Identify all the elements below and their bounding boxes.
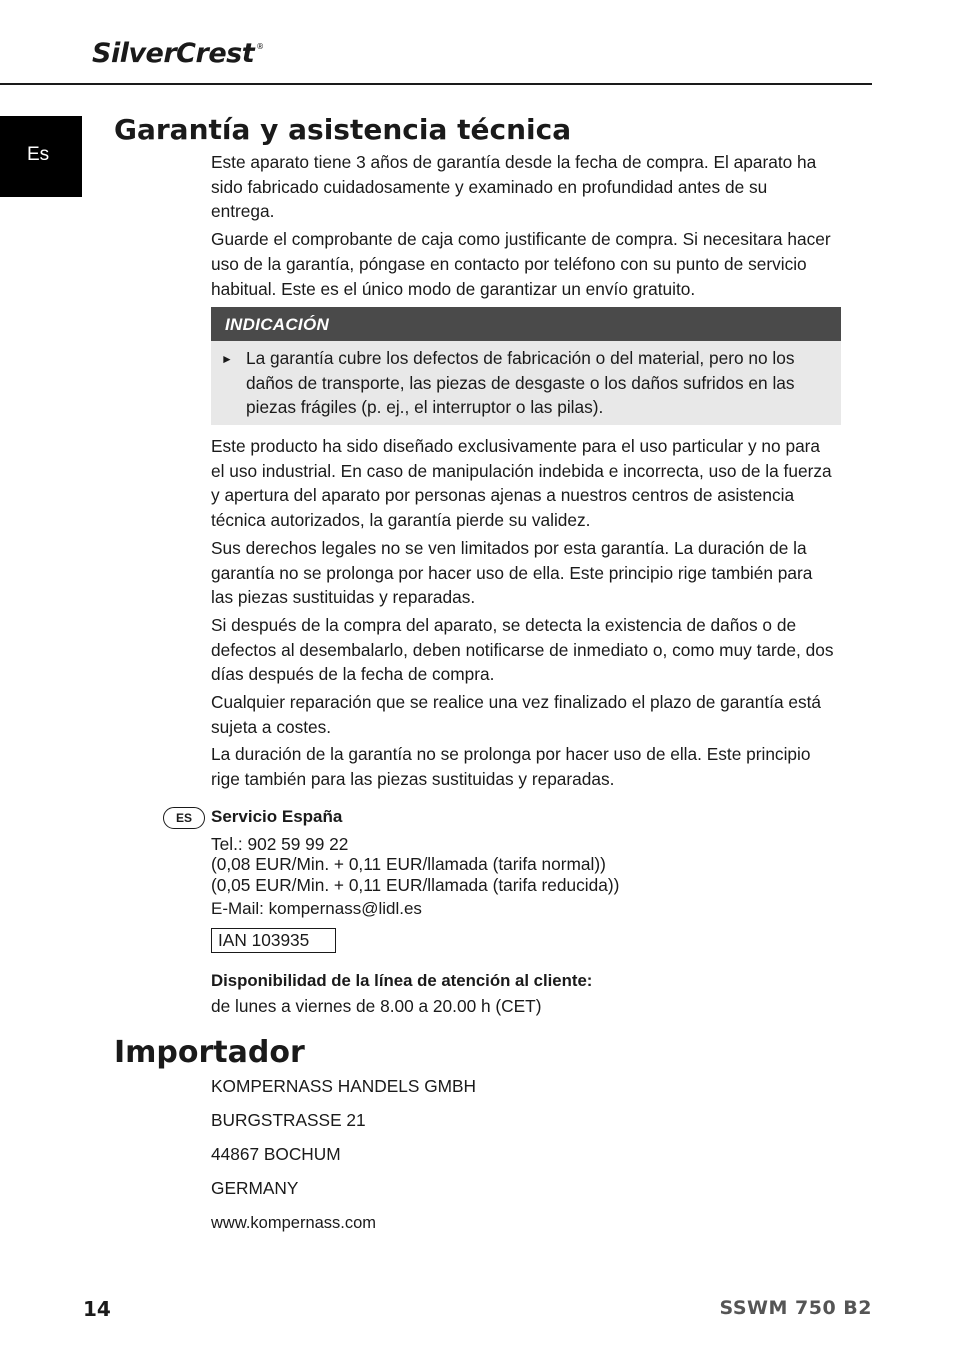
service-rate-reduced: (0,05 EUR/Min. + 0,11 EUR/llamada (tarifa reducida)) bbox=[211, 874, 620, 895]
importer-company: KOMPERNASS HANDELS GMBH bbox=[211, 1076, 477, 1096]
registered-mark: ® bbox=[256, 42, 264, 51]
warranty-intro bbox=[211, 150, 835, 304]
availability-block bbox=[211, 969, 592, 1018]
page-number: 14 bbox=[83, 1297, 111, 1321]
paragraph: Cualquier reparación que se realice una vez finalizado el plazo de garantía está sujeta a costes. bbox=[211, 692, 822, 737]
availability-hours: de lunes a viernes de 8.00 a 20.00 h (CET) bbox=[211, 995, 542, 1016]
service-title: Servicio España bbox=[211, 807, 343, 826]
paragraph: Este producto ha sido diseñado exclusivamente para el uso particular y no para el uso industrial. En caso de manipulación indebida e incorrecta, uso de la fuerza y apertura del aparato por personas ajenas a nuestros centros de asistencia técnica autorizados, la garantía pierde su validez. bbox=[211, 436, 832, 531]
service-rate-normal: (0,08 EUR/Min. + 0,11 EUR/llamada (tarifa normal)) bbox=[211, 854, 606, 874]
warranty-details bbox=[211, 434, 835, 795]
section-title-warranty: Garantía y asistencia técnica bbox=[114, 113, 572, 146]
paragraph: Si después de la compra del aparato, se detecta la existencia de daños o de defectos al desembalarlo, deben notificarse de inmediato o, como muy tarde, dos días después de la fecha de compra. bbox=[211, 614, 834, 685]
arrow-bullet-icon: ► bbox=[221, 352, 233, 366]
importer-website: www.kompernass.com bbox=[211, 1214, 377, 1232]
section-title-importer: Importador bbox=[114, 1035, 305, 1070]
language-tab bbox=[0, 116, 82, 197]
importer-country: GERMANY bbox=[211, 1178, 299, 1198]
importer-city: 44867 BOCHUM bbox=[211, 1144, 341, 1164]
model-number: SSWM 750 B2 bbox=[719, 1297, 872, 1319]
paragraph: La duración de la garantía no se prolonga por hacer uso de ella. Este principio rige también para las piezas sustituidas y reparadas. bbox=[211, 744, 811, 790]
service-email: E-Mail: kompernass@lidl.es bbox=[211, 899, 422, 918]
paragraph: Guarde el comprobante de caja como justificante de compra. Si necesitara hacer uso de la garantía, póngase en contacto por teléfono con su punto de servicio habitual. Este es el único modo de garantizar un envío gratuito. bbox=[211, 229, 831, 299]
paragraph: Sus derechos legales no se ven limitados por esta garantía. La duración de la garantía no se prolonga por hacer uso de ella. Este principio rige también para las piezas sustituidas y reparadas. bbox=[211, 537, 813, 608]
country-badge: ES bbox=[163, 807, 205, 829]
paragraph: Este aparato tiene 3 años de garantía desde la fecha de compra. El aparato ha sido fabricado cuidadosamente y examinado en profundidad antes de su entrega. bbox=[211, 152, 817, 222]
note-box bbox=[211, 307, 841, 425]
brand-name: SilverCrest bbox=[92, 38, 255, 69]
service-tel: Tel.: 902 59 99 22 bbox=[211, 833, 349, 854]
note-heading: INDICACIÓN bbox=[211, 307, 841, 341]
availability-title: Disponibilidad de la línea de atención al cliente: bbox=[211, 971, 593, 990]
header-rule bbox=[0, 83, 872, 85]
ian-box: IAN 103935 bbox=[211, 928, 336, 953]
service-block bbox=[211, 807, 619, 895]
brand-logo bbox=[92, 38, 262, 69]
importer-street: BURGSTRASSE 21 bbox=[211, 1110, 366, 1130]
language-tab-label: Es bbox=[27, 144, 50, 165]
note-body bbox=[211, 341, 841, 425]
note-text: La garantía cubre los defectos de fabricación o del material, pero no los daños de transporte, las piezas de desgaste o los daños sufridos en las piezas frágiles (p. ej., el interruptor o las pilas). bbox=[246, 348, 795, 418]
